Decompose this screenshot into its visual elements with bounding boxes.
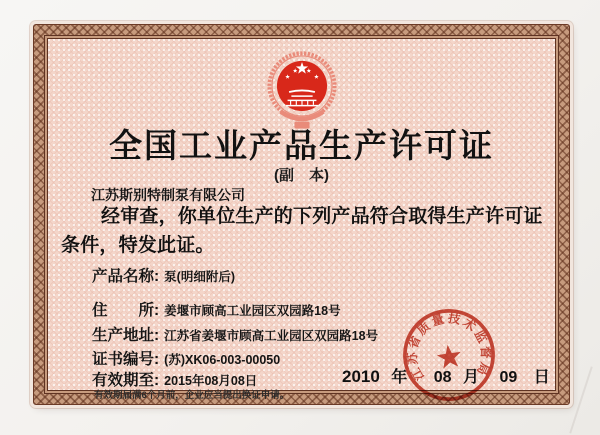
field-value: 姜堰市顾高工业园区双园路18号 — [164, 304, 341, 318]
issue-month: 08 — [433, 369, 452, 386]
field-label: 生产地址: — [92, 327, 160, 344]
field-address — [92, 298, 341, 320]
field-label: 有效期至: — [92, 372, 160, 389]
issue-year: 2010 — [342, 367, 380, 386]
field-label: 住 所: — [92, 302, 160, 319]
field-label: 证书编号: — [92, 351, 160, 368]
issue-month-unit: 月 — [463, 369, 480, 386]
field-value: 江苏省姜堰市顾高工业园区双园路18号 — [164, 329, 379, 343]
field-label: 产品名称: — [92, 268, 160, 285]
issue-day-unit: 日 — [533, 369, 550, 386]
field-value: 2015年08月08日 — [164, 374, 258, 388]
field-value: 泵(明细附后) — [164, 270, 235, 284]
issue-day: 09 — [499, 369, 518, 386]
license-statement: 经审查，你单位生产的下列产品符合取得生产许可证条件，特发此证。 — [61, 206, 543, 256]
certificate-title: 全国工业产品生产许可证 — [109, 127, 494, 164]
seal-text: 江苏省质量技术监督局 — [404, 310, 493, 384]
field-value: (苏)XK06-003-00050 — [164, 353, 281, 367]
field-production-address — [92, 323, 378, 345]
official-seal-stamp — [394, 300, 505, 411]
company-name: 江苏斯别特制泵有限公司 — [91, 187, 245, 203]
field-product-name — [92, 264, 235, 286]
field-certificate-number — [92, 347, 280, 369]
certificate-subtitle: (副 本) — [274, 167, 329, 184]
renewal-footnote: 有效期届满6个月前，企业应当提出换证申请。 — [94, 390, 290, 401]
issue-year-unit: 年 — [391, 369, 408, 386]
certificate-frame — [33, 24, 570, 405]
